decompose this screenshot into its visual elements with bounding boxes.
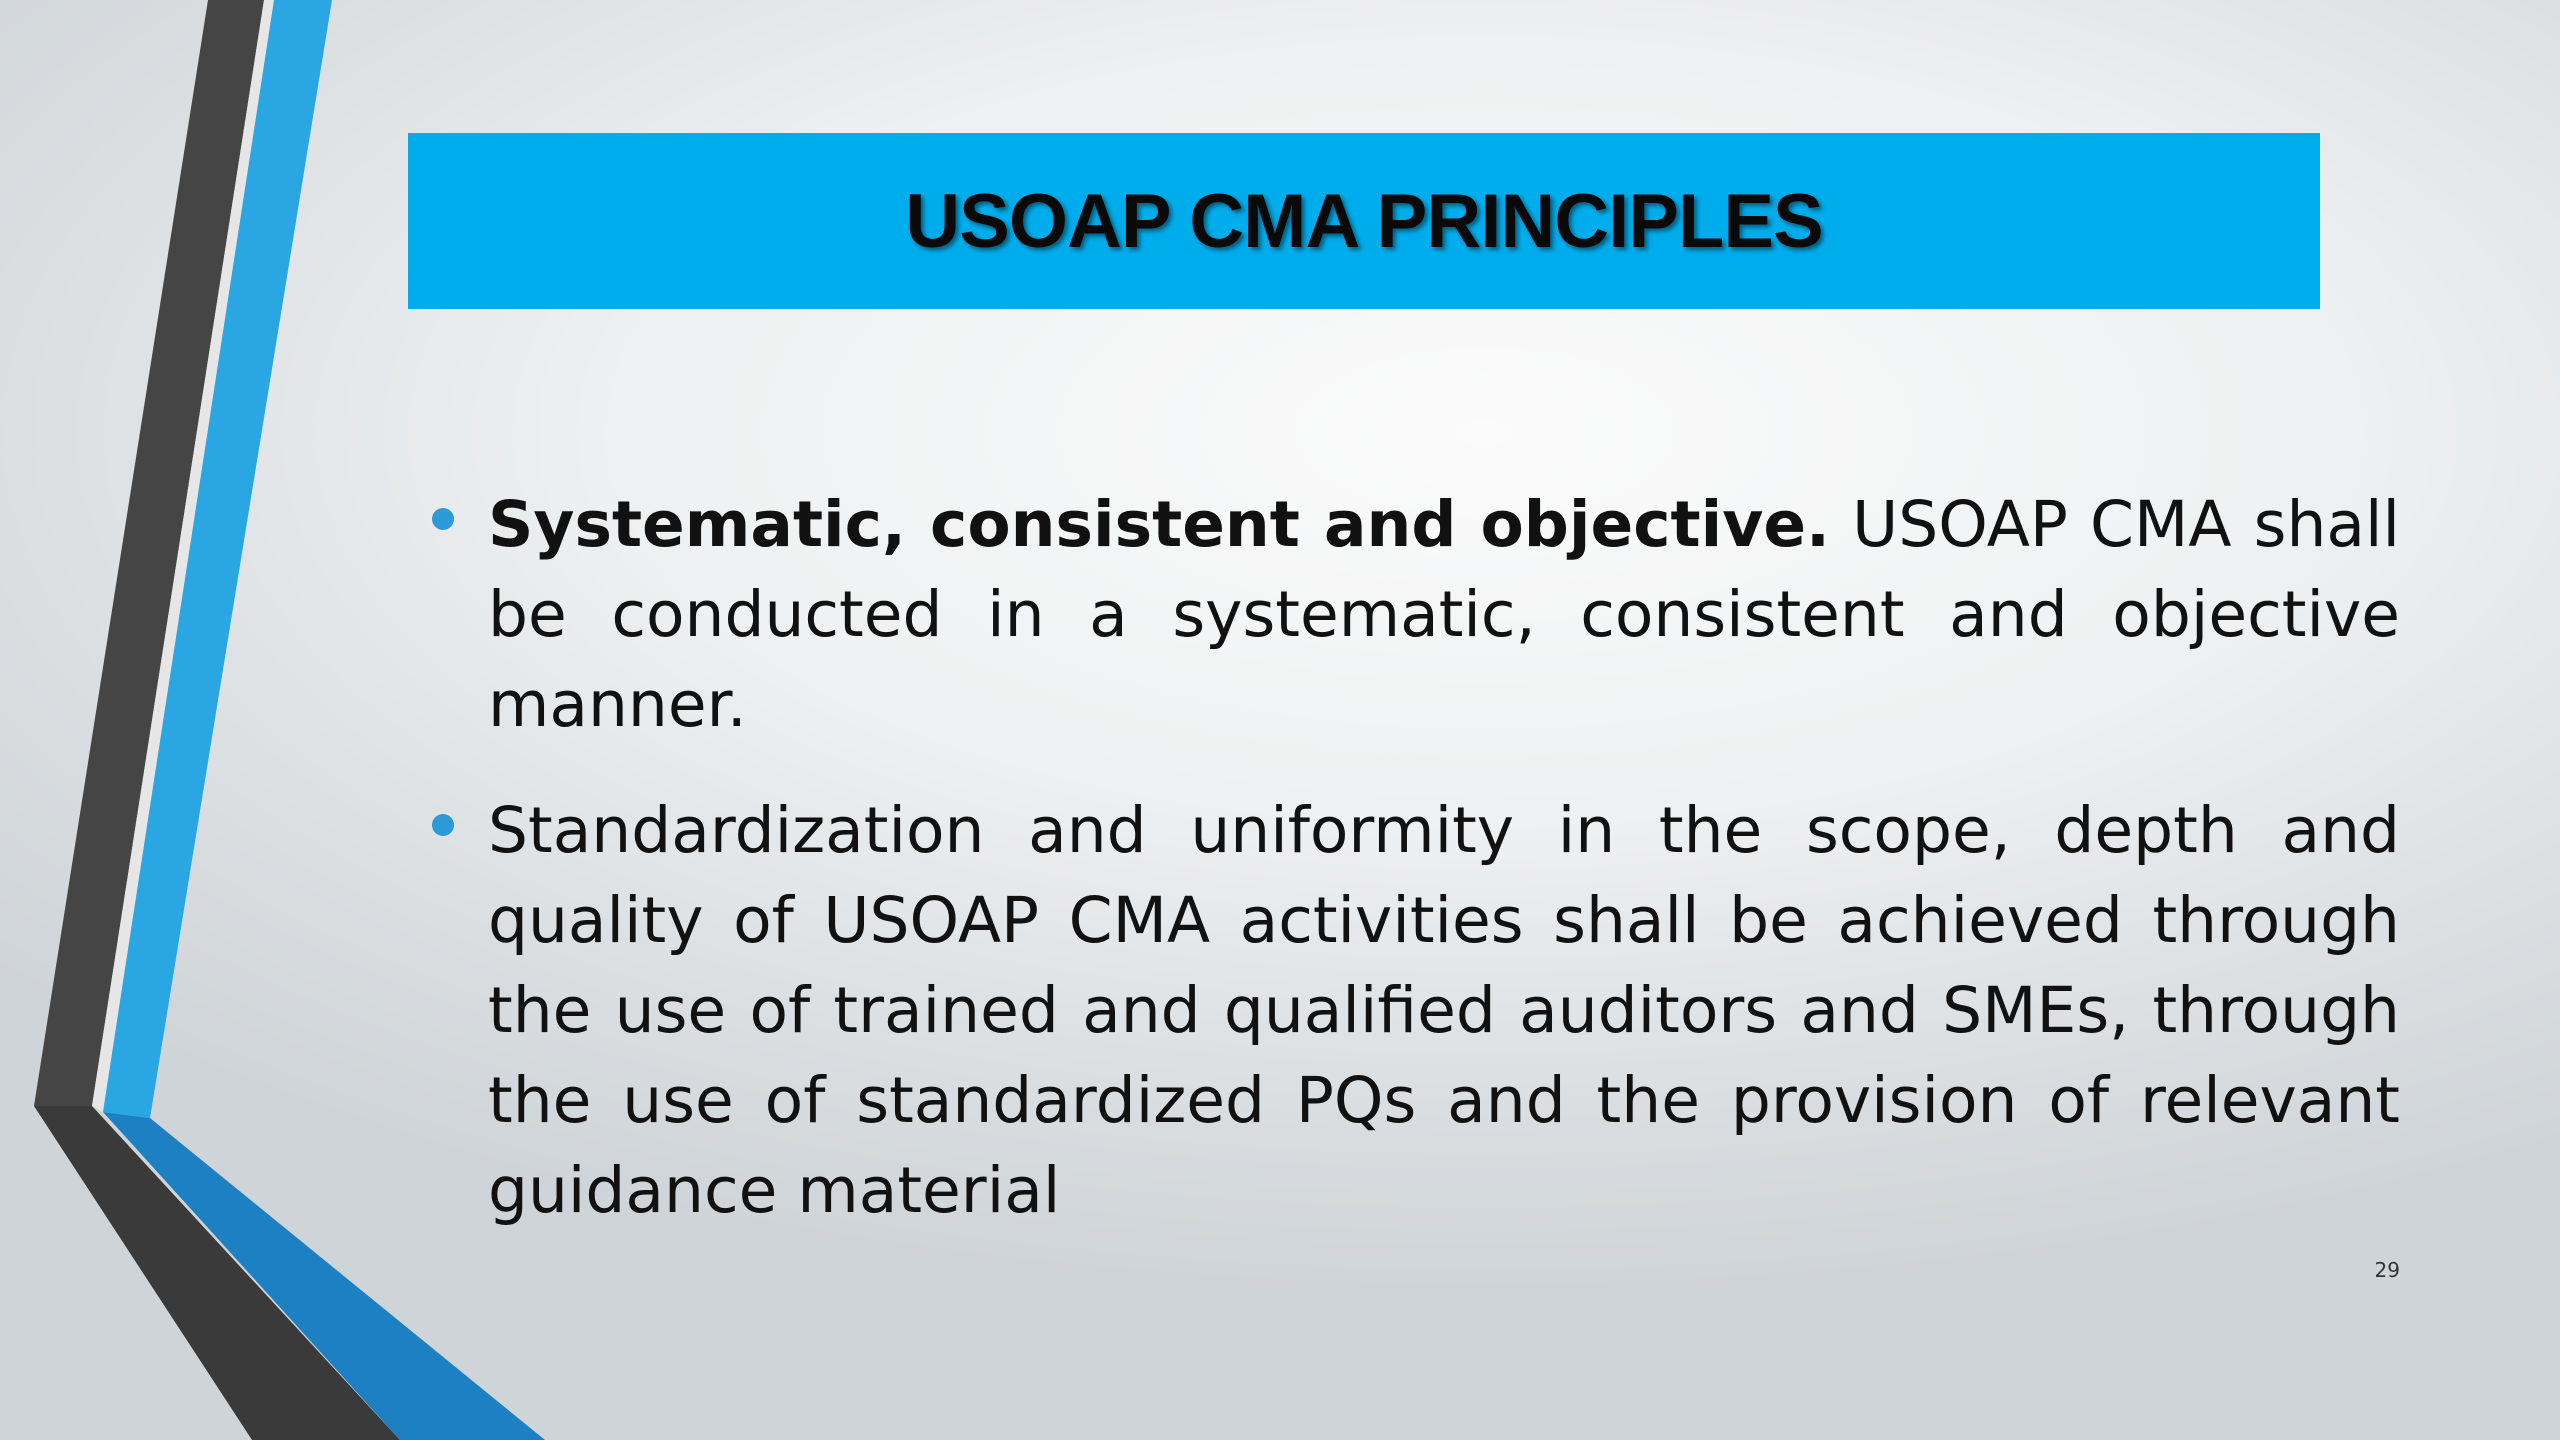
bullet-list — [420, 480, 2400, 1272]
title-banner — [408, 133, 2320, 309]
bullet-dot-icon — [432, 814, 454, 836]
bullet-bold-lead: Systematic, consistent and objective. — [488, 488, 1830, 561]
slide-number: 29 — [2374, 1258, 2400, 1282]
slide-title: USOAP CMA PRINCIPLES — [905, 178, 1823, 264]
bullet-text: USOAP CMA shall be conducted in a systematic, consistent and objective manner. — [488, 488, 2400, 741]
bullet-dot-icon — [432, 508, 454, 530]
dark-lower-stripe — [34, 1106, 400, 1440]
bullet-text: Standardization and uniformity in the scope, depth and quality of USOAP CMA activities shall be achieved through the use of trained and qualified auditors and SMEs, through the use of standardized PQs and the provision of relevant guidance material — [488, 794, 2400, 1227]
bullet-item-1 — [420, 480, 2400, 750]
bullet-item-2 — [420, 786, 2400, 1236]
